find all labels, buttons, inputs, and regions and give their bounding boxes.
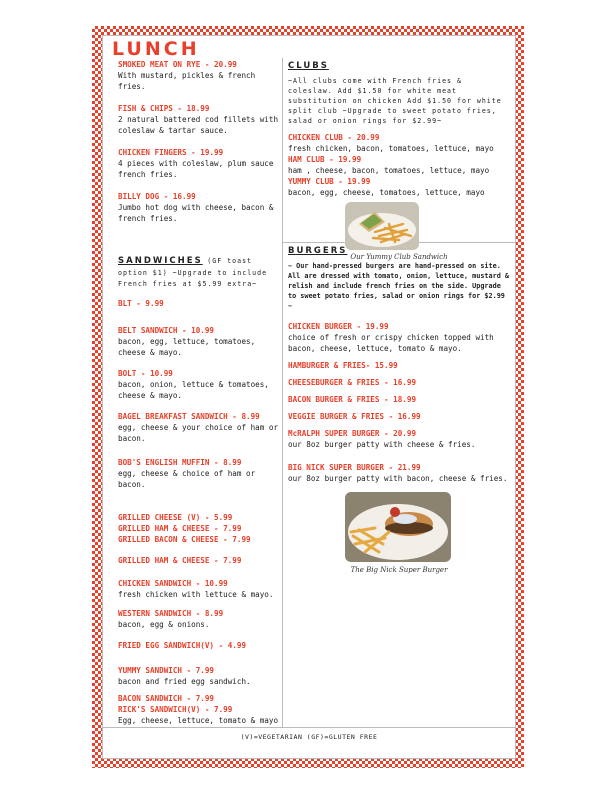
menu-item-name: YUMMY CLUB - 19.99 [288, 177, 371, 186]
menu-item-name: HAM CLUB - 19.99 [288, 155, 362, 164]
menu-item [118, 704, 278, 726]
club-photo-caption: Our Yummy Club Sandwich [350, 253, 448, 261]
menu-item [118, 191, 278, 224]
menu-item-name: VEGGIE BURGER & FRIES - 16.99 [288, 412, 421, 421]
burgers-section [288, 246, 510, 576]
menu-item-name: BACON BURGER & FRIES - 18.99 [288, 395, 417, 404]
menu-item [118, 147, 278, 180]
menu-item [288, 176, 510, 198]
menu-item-name: CHICKEN BURGER - 19.99 [288, 322, 389, 331]
lunch-specials-list [118, 59, 278, 235]
menu-item-name: BLT - 9.99 [118, 299, 164, 308]
menu-item-name: WESTERN SANDWICH - 8.99 [118, 609, 224, 618]
menu-item-description: Egg, cheese, lettuce, tomato & mayo [118, 716, 279, 725]
menu-item-name: SMOKED MEAT ON RYE - 20.99 [118, 60, 237, 69]
menu-item-description: fresh chicken with lettuce & mayo. [118, 590, 274, 599]
menu-item [288, 154, 510, 176]
clubs-heading: CLUBS [288, 61, 329, 71]
menu-item-description: bacon, egg, lettuce, tomatoes, cheese & mayo. [118, 337, 256, 357]
menu-item [118, 59, 278, 92]
menu-item [118, 578, 278, 600]
clubs-list [288, 132, 510, 198]
menu-item [118, 325, 278, 358]
menu-item-name: BOB'S ENGLISH MUFFIN - 8.99 [118, 458, 242, 467]
menu-item [288, 394, 510, 405]
menu-item-name: FISH & CHIPS - 18.99 [118, 104, 210, 113]
menu-item [118, 411, 278, 444]
menu-item [118, 608, 278, 630]
menu-item-name: FRIED EGG SANDWICH(V) - 4.99 [118, 641, 247, 650]
menu-item [118, 693, 278, 704]
legend-footer: (V)=VEGETARIAN (GF)=GLUTEN FREE [240, 733, 378, 741]
club-sandwich-photo [345, 202, 419, 250]
menu-item-description: 2 natural battered cod fillets with coleslaw & tartar sauce. [118, 115, 279, 135]
column-divider [282, 58, 283, 728]
clubs-note: ~All clubs come with French fries & coleslaw. Add $1.50 for white meat substitution on chicken Add $1.50 for white split club ~Upgrade to sweet potato fries, salad or onion rings for $2.99~ [288, 77, 502, 125]
menu-item [288, 428, 510, 450]
menu-item-name: CHICKEN CLUB - 20.99 [288, 133, 380, 142]
burgers-heading: BURGERS [288, 246, 348, 256]
menu-item-name: BACON SANDWICH - 7.99 [118, 694, 215, 703]
menu-item-description: egg, cheese & your choice of ham or bacon. [118, 423, 279, 443]
clubs-section [288, 61, 510, 263]
menu-item-description: egg, cheese & choice of ham or bacon. [118, 469, 256, 489]
menu-item [118, 512, 278, 523]
menu-item-description: ham , cheese, bacon, tomatoes, lettuce, mayo [288, 166, 490, 175]
menu-item [118, 640, 278, 651]
menu-item [118, 298, 278, 309]
menu-item [118, 555, 278, 566]
footer-divider [102, 727, 516, 728]
menu-item-name: McRALPH SUPER BURGER - 20.99 [288, 429, 417, 438]
menu-item [118, 665, 278, 687]
menu-item-description: bacon, egg & onions. [118, 620, 210, 629]
menu-item-description: fresh chicken, bacon, tomatoes, lettuce, mayo [288, 144, 494, 153]
menu-item-name: GRILLED HAM & CHEESE - 7.99 [118, 524, 242, 533]
menu-item-name: BELT SANDWICH - 10.99 [118, 326, 215, 335]
menu-item-name: GRILLED BACON & CHEESE - 7.99 [118, 535, 251, 544]
sandwiches-list [118, 298, 278, 726]
menu-item [118, 103, 278, 136]
sandwiches-section [118, 255, 278, 726]
sandwiches-heading: SANDWICHES [118, 256, 203, 266]
page-title: LUNCH [112, 38, 200, 60]
menu-item-name: CHICKEN SANDWICH - 10.99 [118, 579, 228, 588]
menu-item [118, 523, 278, 534]
menu-item-description: Jumbo hot dog with cheese, bacon & french fries. [118, 203, 274, 223]
menu-item-description: our 8oz burger patty with bacon, cheese & fries. [288, 474, 508, 483]
menu-item-description: our 8oz burger patty with cheese & fries. [288, 440, 476, 449]
burger-photo [345, 492, 451, 562]
menu-item [118, 534, 278, 545]
menu-item-description: bacon and fried egg sandwich. [118, 677, 251, 686]
menu-item-name: GRILLED CHEESE (V) - 5.99 [118, 513, 233, 522]
menu-item-name: BILLY DOG - 16.99 [118, 192, 196, 201]
menu-item-name: BIG NICK SUPER BURGER - 21.99 [288, 463, 421, 472]
burgers-note: ~ Our hand-pressed burgers are hand-pressed on site. All are dressed with tomato, onion, lettuce, mustard & relish and include french fries on the side. Upgrade to sweet potato fries, salad or onion rings for $2.99 ~ [288, 262, 509, 310]
menu-item-name: CHEESEBURGER & FRIES - 16.99 [288, 378, 417, 387]
menu-item [118, 457, 278, 490]
menu-item [288, 360, 510, 371]
menu-item-description: bacon, egg, cheese, tomatoes, lettuce, mayo [288, 188, 485, 197]
menu-item [288, 321, 510, 354]
menu-item [288, 377, 510, 388]
menu-item-name: BAGEL BREAKFAST SANDWICH - 8.99 [118, 412, 260, 421]
menu-item-name: RICK'S SANDWICH(V) - 7.99 [118, 705, 233, 714]
menu-item-description: bacon, onion, lettuce & tomatoes, cheese & mayo. [118, 380, 269, 400]
menu-item [288, 411, 510, 422]
menu-item-name: YUMMY SANDWICH - 7.99 [118, 666, 215, 675]
sandwiches-header [118, 255, 278, 289]
menu-item-description: 4 pieces with coleslaw, plum sauce french fries. [118, 159, 274, 179]
burgers-list [288, 321, 510, 484]
menu-item-name: HAMBURGER & FRIES- 15.99 [288, 361, 398, 370]
menu-item [118, 368, 278, 401]
menu-item-description: choice of fresh or crispy chicken topped with bacon, cheese, lettuce, tomato & mayo. [288, 333, 494, 353]
menu-item [288, 462, 510, 484]
burger-photo-caption: The Big Nick Super Burger [350, 566, 448, 574]
sandwiches-note: (GF toast option $1) ~Upgrade to include French fries at $5.99 extra~ [118, 257, 268, 288]
menu-item-name: CHICKEN FINGERS - 19.99 [118, 148, 224, 157]
menu-item [288, 132, 510, 154]
menu-item-description: With mustard, pickles & french fries. [118, 71, 256, 91]
menu-item-name: GRILLED HAM & CHEESE - 7.99 [118, 556, 242, 565]
menu-item-name: BOLT - 10.99 [118, 369, 173, 378]
